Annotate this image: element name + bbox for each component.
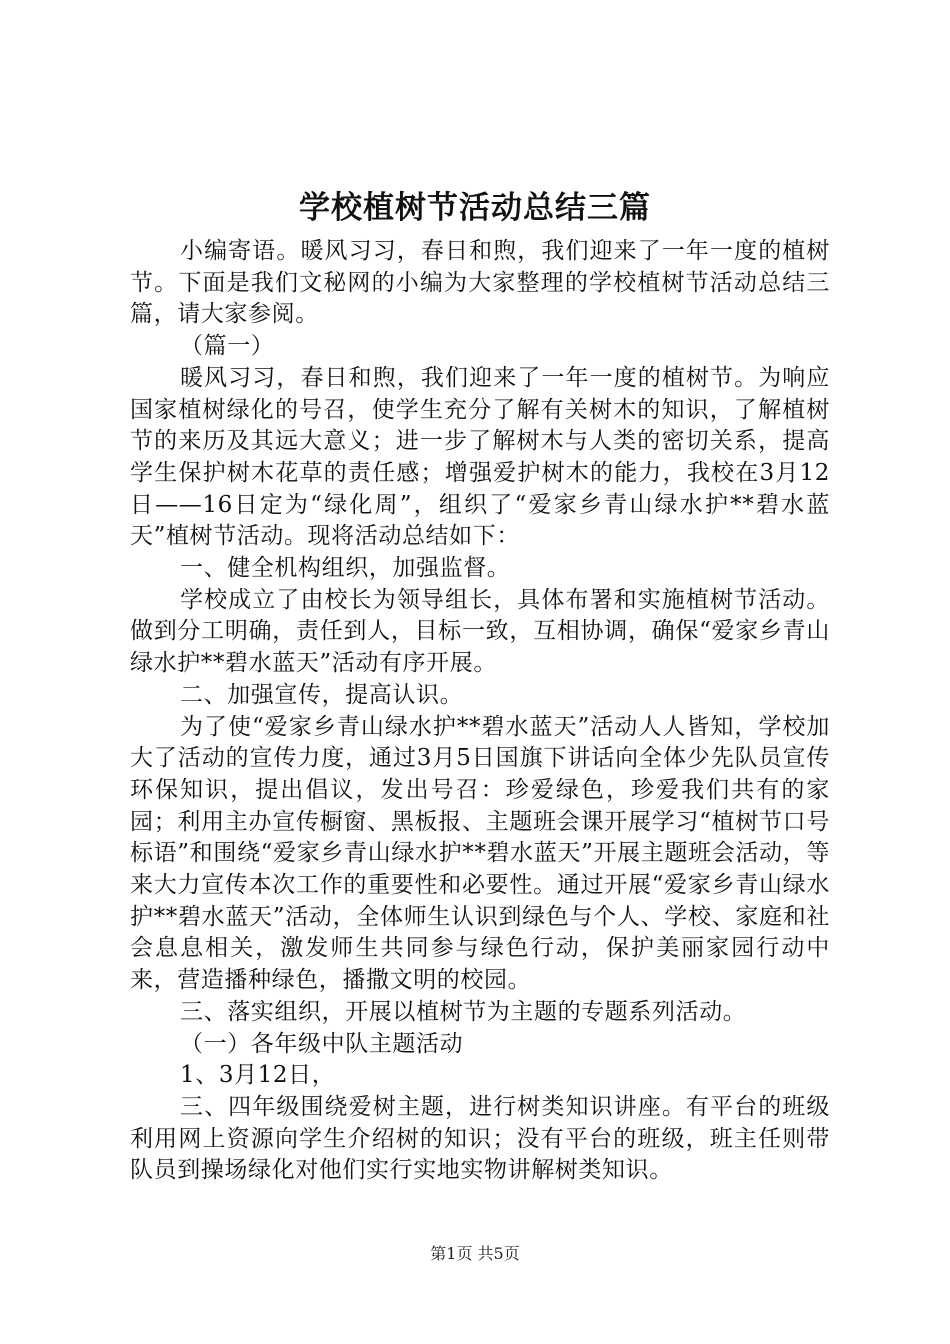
paragraph-publicity: 为了使“爱家乡青山绿水护**碧水蓝天”活动人人皆知，学校加大了活动的宣传力度，通过3月5日国旗下讲话向全体少先队员宣传环保知识，提出倡议，发出号召：珍爱绿色，珍爱我们共有的家园；利用主办宣传橱窗、黑板报、主题班会课开展学习“植树节口号标语”和围绕“爱家乡青山绿水护**碧水蓝天”开展主题班会活动，等来大力宣传本次工作的重要性和必要性。通过开展“爱家乡青山绿水护**碧水蓝天”活动，全体师生认识到绿色与个人、学校、家庭和社会息息相关，激发师生共同参与绿色行动，保护美丽家园行动中来，营造播种绿色，播撒文明的校园。 (130, 713, 830, 994)
paragraph-intro: 小编寄语。暖风习习，春日和煦，我们迎来了一年一度的植树节。下面是我们文秘网的小编为大家整理的学校植树节活动总结三篇，请大家参阅。 (130, 238, 830, 328)
document-title: 学校植树节活动总结三篇 (299, 190, 651, 226)
page-footer: 第1页 共5页 (430, 1244, 520, 1263)
paragraph-overview: 暖风习习，春日和煦，我们迎来了一年一度的植树节。为响应国家植树绿化的号召，使学生充分了解有关树木的知识，了解植树节的来历及其远大意义；进一步了解树木与人类的密切关系，提高学生保护树木花草的责任感；增强爱护树木的能力，我校在3月12日——16日定为“绿化周”，组织了“爱家乡青山绿水护**碧水蓝天”植树节活动。现将活动总结如下： (130, 364, 830, 550)
heading-one: 一、健全机构组织，加强监督。 (180, 555, 511, 582)
paragraph-section-label: （篇一） (180, 333, 275, 360)
subheading-grade-activities: （一）各年级中队主题活动 (180, 1030, 464, 1057)
document-body (130, 236, 830, 1187)
paragraph-tree-lecture: 三、四年级围绕爱树主题，进行树类知识讲座。有平台的班级利用网上资源向学生介绍树的知识；没有平台的班级，班主任则带队员到操场绿化对他们实行实地实物讲解树类知识。 (130, 1093, 830, 1184)
heading-two: 二、加强宣传，提高认识。 (180, 681, 464, 708)
list-item-date: 1、3月12日， (180, 1062, 336, 1089)
heading-three: 三、落实组织，开展以植树节为主题的专题系列活动。 (180, 998, 747, 1025)
paragraph-organization: 学校成立了由校长为领导组长，具体布署和实施植树节活动。做到分工明确，责任到人，目标一致，互相协调，确保“爱家乡青山绿水护**碧水蓝天”活动有序开展。 (130, 586, 830, 677)
